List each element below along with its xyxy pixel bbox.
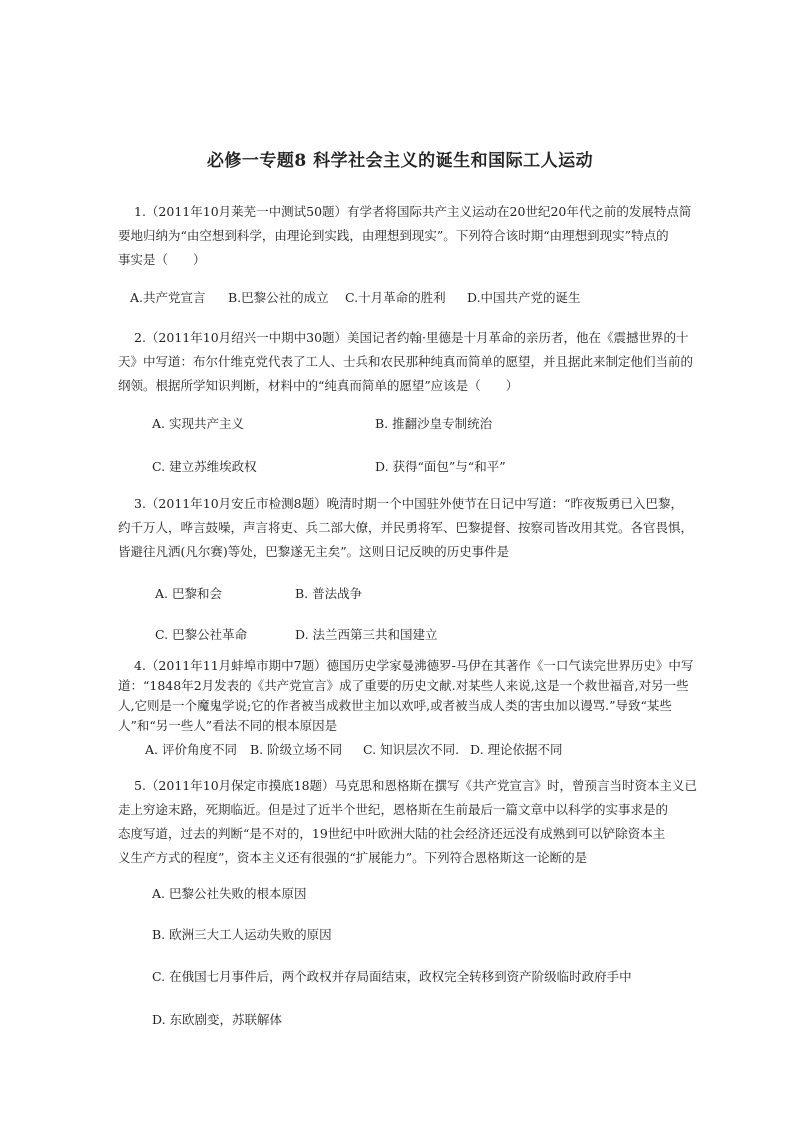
question-2-line-3: 纲领。根据所学知识判断，材料中的“纯真而简单的愿望”应该是（ ） bbox=[118, 378, 519, 393]
question-5-option-b: B. 欧洲三大工人运动失败的原因 bbox=[152, 927, 332, 942]
question-5-stem bbox=[118, 774, 698, 870]
question-3-option-a: A. 巴黎和会 bbox=[155, 586, 222, 601]
question-4-line-3: 人,它则是一个魔鬼学说;它的作者被当成救世主加以欢呼,或者被当成人类的害虫加以谩骂.”导致“某些 bbox=[118, 698, 672, 713]
question-1-stem bbox=[118, 200, 692, 272]
question-2-option-b: B. 推翻沙皇专制统治 bbox=[375, 416, 493, 431]
question-5-line-3: 态度写道，过去的判断“是不对的，19世纪中叶欧洲大陆的社会经济还远没有成熟到可以铲除资本主 bbox=[118, 826, 666, 841]
question-3-line-2: 约千万人，哗言鼓噪，声言将吏、兵二部大僚，并民勇将军、巴黎提督、按察司皆改用其党。各官畏惧， bbox=[118, 520, 694, 535]
question-4-line-2: 道：“1848年2月发表的《共产党宣言》成了重要的历史文献.对某些人来说,这是一个救世福音,对另一些 bbox=[118, 678, 689, 693]
question-3-option-c: C. 巴黎公社革命 bbox=[155, 627, 248, 642]
question-2-option-d: D. 获得“面包”与“和平” bbox=[375, 459, 506, 474]
question-5-option-d: D. 东欧剧变，苏联解体 bbox=[152, 1012, 283, 1027]
question-1-line-2: 要地归纳为“由空想到科学，由理论到实践，由理想到现实”。下列符合该时期“由理想到现实”特点的 bbox=[118, 228, 669, 243]
question-3-line-1: 3.（2011年10月安丘市检测8题）晚清时期一个中国驻外使节在日记中写道：“昨夜叛勇已入巴黎， bbox=[134, 496, 683, 511]
question-4-option-d: D. 理论依据不同 bbox=[470, 742, 563, 757]
question-4-line-1: 4.（2011年11月蚌埠市期中7题）德国历史学家曼沸德罗-马伊在其著作《一口气读完世界历史》中写 bbox=[134, 658, 694, 673]
question-4-option-c: C. 知识层次不同. bbox=[363, 742, 460, 757]
question-1-option-c: C.十月革命的胜利 bbox=[345, 290, 446, 305]
question-4-option-a: A. 评价角度不同 bbox=[145, 742, 237, 757]
question-1-line-3: 事实是（ ） bbox=[118, 252, 206, 267]
question-2-line-2: 天》中写道：布尔什维克党代表了工人、士兵和农民那种纯真而简单的愿望，并且据此来制定他们当前的 bbox=[118, 354, 694, 369]
question-1-option-a: A.共产党宣言 bbox=[130, 290, 206, 305]
question-2-option-c: C. 建立苏维埃政权 bbox=[152, 459, 257, 474]
question-3-line-3: 皆避往凡洒(凡尔赛)等处，巴黎遂无主矣”。这则日记反映的历史事件是 bbox=[118, 544, 510, 559]
question-5-line-4: 义生产方式的程度”，资本主义还有很强的“扩展能力”。下列符合恩格斯这一论断的是 bbox=[118, 850, 588, 865]
question-3-option-b: B. 普法战争 bbox=[295, 586, 363, 601]
page-title: 必修一专题8 科学社会主义的诞生和国际工人运动 bbox=[206, 151, 594, 171]
question-3-option-d: D. 法兰西第三共和国建立 bbox=[295, 627, 438, 642]
question-2-option-a: A. 实现共产主义 bbox=[152, 416, 244, 431]
question-1-option-b: B.巴黎公社的成立 bbox=[228, 290, 329, 305]
question-2-line-1: 2.（2011年10月绍兴一中期中30题）美国记者约翰·里德是十月革命的亲历者，他在《震撼世界的十 bbox=[134, 330, 689, 345]
question-5-line-1: 5.（2011年10月保定市摸底18题）马克思和恩格斯在撰写《共产党宣言》时，曾预言当时资本主义已 bbox=[134, 778, 698, 793]
question-5-option-c: C. 在俄国七月事件后，两个政权并存局面结束，政权完全转移到资产阶级临时政府手中 bbox=[152, 969, 632, 984]
question-4-option-b: B. 阶级立场不同 bbox=[250, 742, 343, 757]
question-4-line-4: 人”和“另一些人”看法不同的根本原因是 bbox=[118, 718, 338, 733]
question-1-line-1: 1.（2011年10月莱芜一中测试50题）有学者将国际共产主义运动在20世纪20年代之前的发展特点简 bbox=[134, 204, 692, 219]
question-5-option-a: A. 巴黎公社失败的根本原因 bbox=[152, 886, 307, 901]
question-4-stem bbox=[118, 656, 694, 736]
question-2-stem bbox=[118, 326, 694, 398]
question-3-stem bbox=[118, 492, 694, 564]
question-5-line-2: 走上穷途末路，死期临近。但是过了近半个世纪，恩格斯在生前最后一篇文章中以科学的实事求是的 bbox=[118, 802, 669, 817]
question-1-option-d: D.中国共产党的诞生 bbox=[467, 290, 581, 305]
